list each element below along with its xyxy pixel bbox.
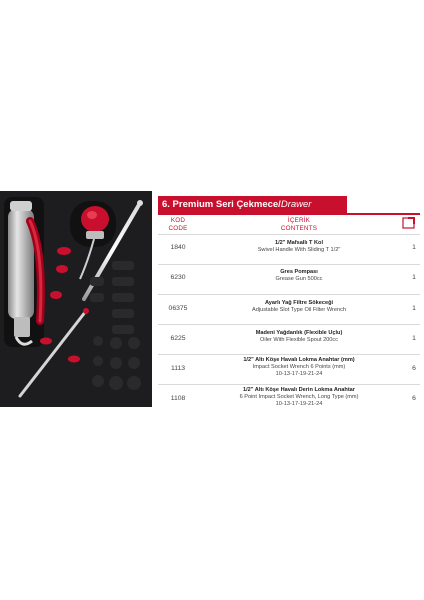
table-row — [158, 354, 420, 384]
item-code: 06375 — [168, 305, 188, 312]
item-name-en: Impact Socket Wrench 6 Points (mm) — [252, 364, 346, 371]
header-divider — [158, 213, 420, 215]
column-header-code-en: CODE — [168, 224, 188, 232]
item-description — [215, 300, 383, 314]
item-sizes: 10-13-17-19-21-24 — [275, 401, 323, 408]
column-header-contents-tr: İÇERİK — [287, 217, 311, 224]
item-description — [215, 357, 383, 379]
item-name-tr: Madeni Yağdanlık (Flexible Uçlu) — [255, 330, 343, 336]
item-qty: 6 — [412, 365, 416, 372]
item-code: 1113 — [170, 365, 186, 372]
item-code: 1108 — [170, 395, 186, 402]
product-photo — [0, 191, 152, 407]
item-qty: 1 — [412, 305, 416, 312]
item-name-tr: 1/2" Altı Köşe Havalı Derin Lokma Anahtar — [243, 387, 355, 393]
item-name-en: Oiler With Flexible Spout 200cc — [259, 337, 339, 344]
table-row — [158, 324, 420, 354]
item-sizes: 10-13-17-19-21-24 — [275, 371, 323, 378]
column-header-contents — [215, 217, 383, 232]
item-code: 6225 — [170, 335, 186, 342]
table-row — [158, 384, 420, 412]
item-qty: 6 — [412, 395, 416, 402]
item-qty: 1 — [412, 244, 416, 251]
item-description — [215, 269, 383, 283]
item-name-en: Grease Gun 500cc — [275, 276, 323, 283]
item-code: 6230 — [170, 274, 186, 281]
table-row — [158, 294, 420, 324]
item-name-tr: Ayarlı Yağ Filtre Sökeceği — [264, 300, 334, 306]
section-title — [158, 196, 347, 213]
item-name-tr: 1/2" Mafsallı T Kol — [274, 240, 324, 246]
item-description — [215, 240, 383, 254]
item-name-tr: Gres Pompası — [280, 269, 318, 275]
column-header-contents-en: CONTENTS — [280, 224, 318, 232]
section-title-sub: Drawer — [280, 199, 312, 210]
box-icon — [402, 216, 415, 229]
table-row — [158, 234, 420, 264]
item-qty: 1 — [412, 274, 416, 281]
column-header-code — [160, 217, 196, 232]
item-description — [215, 387, 383, 409]
column-header-code-tr: KOD — [170, 217, 186, 224]
item-name-en: 6 Point Impact Socket Wrench, Long Type (mm) — [239, 394, 359, 401]
item-description — [215, 330, 383, 344]
item-name-tr: 1/2" Altı Köşe Havalı Lokma Anahtar (mm) — [243, 357, 355, 363]
tool-tray-illustration — [0, 191, 152, 407]
item-name-en: Swivel Handle With Sliding T 1/2" — [257, 247, 341, 254]
table-row — [158, 264, 420, 294]
item-name-en: Adjustable Slot Type Oil Filter Wrench — [252, 307, 346, 314]
item-code: 1840 — [170, 244, 186, 251]
item-qty: 1 — [412, 335, 416, 342]
section-title-main: 6. Premium Seri Çekmece/ — [162, 199, 281, 210]
